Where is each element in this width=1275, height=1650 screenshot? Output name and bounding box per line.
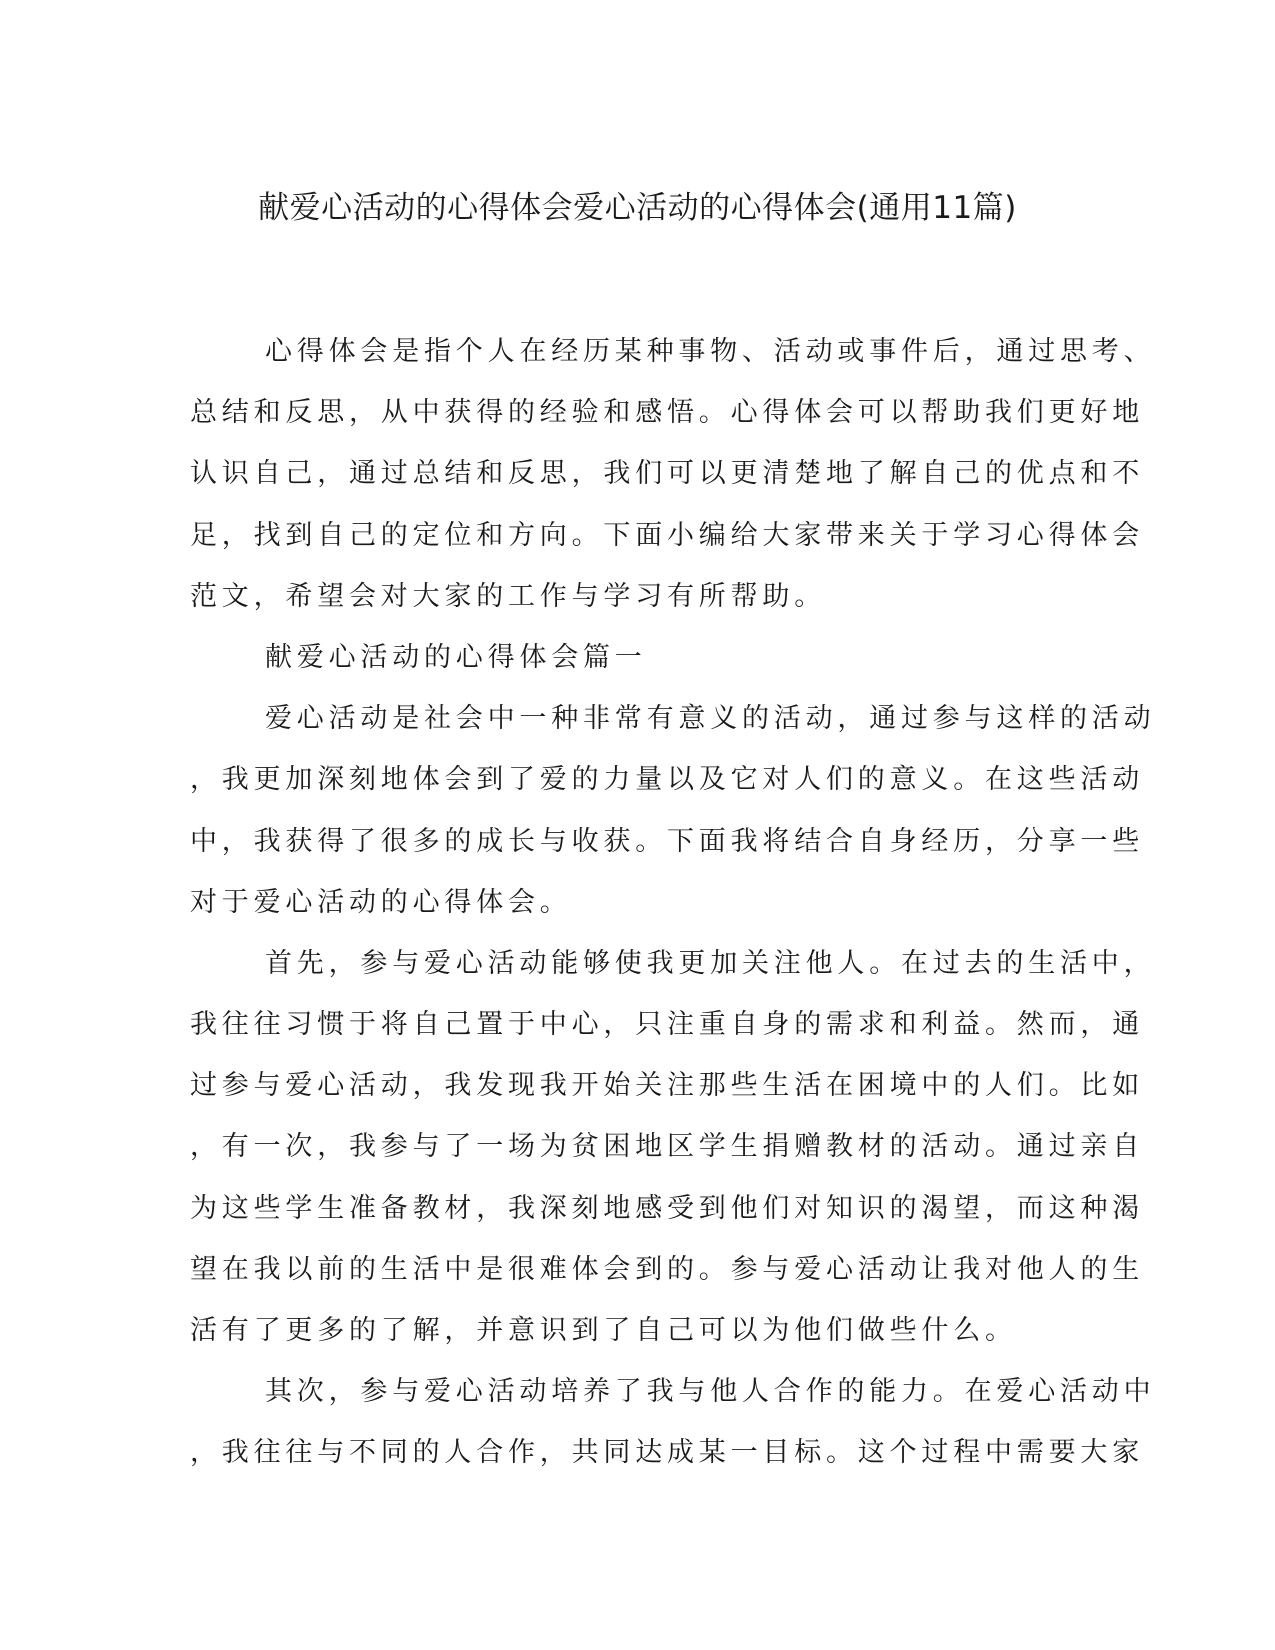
text-line: 望在我以前的生活中是很难体会到的。参与爱心活动让我对他人的生 bbox=[190, 1253, 1144, 1285]
text-line: 足，找到自己的定位和方向。下面小编给大家带来关于学习心得体会 bbox=[190, 519, 1144, 551]
text-line: 总结和反思，从中获得的经验和感悟。心得体会可以帮助我们更好地 bbox=[190, 397, 1144, 429]
text-line: ，我更加深刻地体会到了爱的力量以及它对人们的意义。在这些活动 bbox=[190, 764, 1144, 796]
text-line: ，我往往与不同的人合作，共同达成某一目标。这个过程中需要大家 bbox=[190, 1437, 1144, 1469]
document-body bbox=[190, 332, 1156, 1495]
text-line: 过参与爱心活动，我发现我开始关注那些生活在困境中的人们。比如 bbox=[190, 1070, 1144, 1102]
text-line: 中，我获得了很多的成长与收获。下面我将结合自身经历，分享一些 bbox=[190, 825, 1144, 857]
text-line: 活有了更多的了解，并意识到了自己可以为他们做些什么。 bbox=[190, 1315, 1017, 1346]
text-line: 献爱心活动的心得体会篇一 bbox=[265, 641, 647, 673]
document-title: 献爱心活动的心得体会爱心活动的心得体会(通用11篇) bbox=[258, 190, 1017, 226]
text-line: 为这些学生准备教材，我深刻地感受到他们对知识的渴望，而这种渴 bbox=[190, 1192, 1144, 1224]
text-line: 首先，参与爱心活动能够使我更加关注他人。在过去的生活中， bbox=[265, 947, 1156, 979]
text-line: 对于爱心活动的心得体会。 bbox=[190, 886, 572, 918]
text-line: 范文，希望会对大家的工作与学习有所帮助。 bbox=[190, 580, 826, 612]
text-line: 我往往习惯于将自己置于中心，只注重自身的需求和利益。然而，通 bbox=[190, 1009, 1144, 1041]
text-line: 认识自己，通过总结和反思，我们可以更清楚地了解自己的优点和不 bbox=[190, 458, 1144, 490]
text-line: 爱心活动是社会中一种非常有意义的活动，通过参与这样的活动 bbox=[265, 703, 1156, 735]
text-line: ，有一次，我参与了一场为贫困地区学生捐赠教材的活动。通过亲自 bbox=[190, 1131, 1144, 1163]
text-line: 心得体会是指个人在经历某种事物、活动或事件后，通过思考、 bbox=[265, 336, 1156, 367]
text-line: 其次，参与爱心活动培养了我与他人合作的能力。在爱心活动中 bbox=[265, 1376, 1156, 1408]
